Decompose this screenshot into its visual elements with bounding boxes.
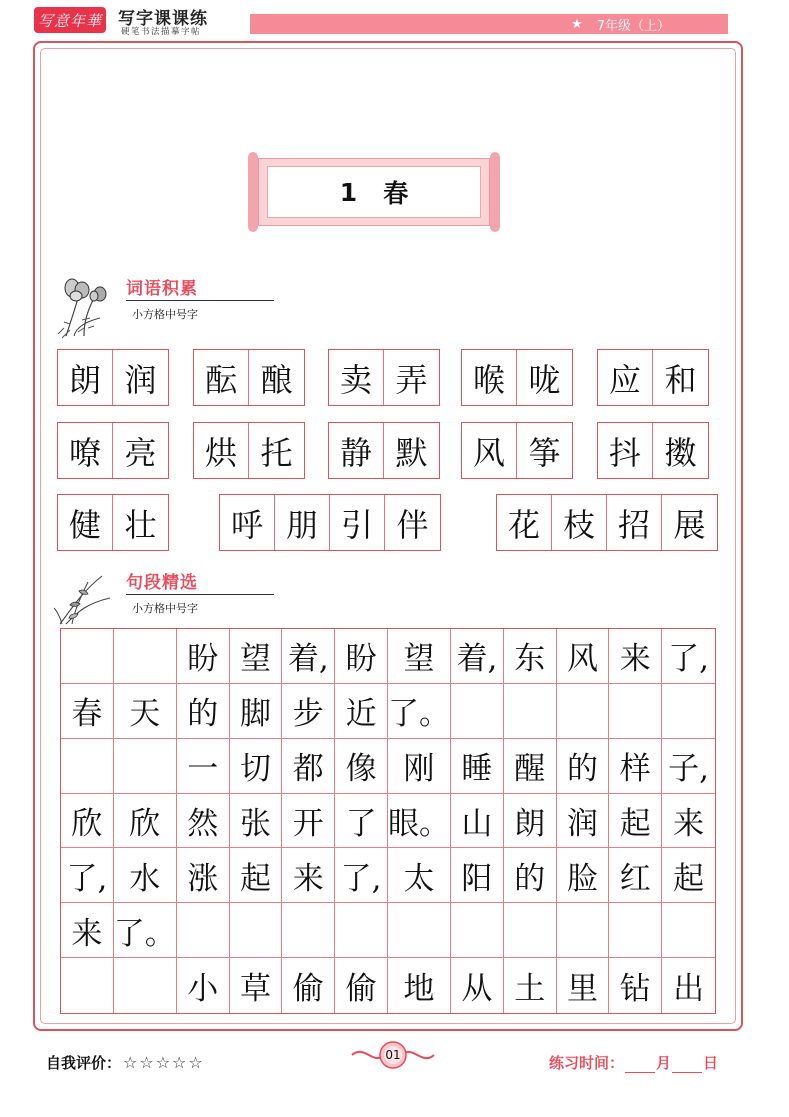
grid-cell: 的: [504, 848, 557, 903]
grid-cell: 脸: [557, 848, 610, 903]
word-group: [597, 349, 709, 406]
word-char: 抖: [598, 423, 653, 478]
lesson-title-scroll: [248, 152, 500, 232]
grid-cell: 一: [177, 739, 230, 794]
grid-cell: [609, 903, 662, 958]
grid-cell: 朗: [504, 794, 557, 849]
grid-cell: 脚: [230, 684, 283, 739]
grid-cell: [61, 958, 114, 1013]
star-icon: ★: [571, 16, 583, 32]
word-char: 默: [395, 433, 428, 472]
grid-cell: 起: [662, 848, 715, 903]
word-char: 亮: [124, 433, 157, 472]
grid-cell: 了,: [61, 848, 114, 903]
grid-cell: [114, 739, 177, 794]
grid-cell: 的: [557, 739, 610, 794]
book-title: 写字课课练: [118, 9, 208, 29]
grid-cell: 来: [609, 629, 662, 684]
grid-cell: 了,: [335, 848, 388, 903]
grid-cell: [282, 903, 335, 958]
word-char: 朋: [275, 495, 330, 550]
word-char: 卖: [329, 350, 384, 405]
rating-stars[interactable]: ☆☆☆☆☆: [123, 1053, 205, 1072]
grid-cell: [504, 684, 557, 739]
word-group: [328, 349, 440, 406]
grade-banner: [250, 14, 728, 34]
word-char: 筝: [528, 433, 561, 472]
grid-cell: 风: [557, 629, 610, 684]
word-char: 静: [329, 423, 384, 478]
lesson-name: 春: [383, 179, 409, 208]
practice-time: [549, 1052, 718, 1073]
grid-cell: 草: [230, 958, 283, 1013]
lesson-title: [267, 166, 481, 218]
section-note: 小方格中号字: [132, 308, 198, 321]
word-char: 酿: [260, 360, 293, 399]
word-char: 擞: [664, 433, 697, 472]
page-number: 01: [385, 1048, 401, 1062]
self-eval-label: 自我评价：: [46, 1054, 122, 1072]
scroll-rod-left: [248, 152, 258, 232]
word-char: 托: [260, 433, 293, 472]
grid-cell: [114, 958, 177, 1013]
word-char: 引: [330, 495, 385, 550]
grid-cell: 钻: [609, 958, 662, 1013]
word-char: 壮: [124, 505, 157, 544]
grid-cell: 醒: [504, 739, 557, 794]
word-char: 和: [664, 360, 697, 399]
grid-cell: 了: [335, 794, 388, 849]
word-group: [57, 422, 169, 479]
grid-cell: 偷: [335, 958, 388, 1013]
grid-cell: 着,: [282, 629, 335, 684]
grid-cell: 东: [504, 629, 557, 684]
grade-label: 7年级（上）: [596, 18, 670, 34]
page-number-badge: [350, 1040, 436, 1070]
word-group: [219, 494, 441, 551]
word-char: 应: [598, 350, 653, 405]
grid-cell: 天: [114, 684, 177, 739]
word-char: 润: [124, 360, 157, 399]
word-char: 招: [607, 495, 662, 550]
word-char: 伴: [396, 505, 429, 544]
grid-cell: 像: [335, 739, 388, 794]
word-char: 展: [673, 505, 706, 544]
month-blank[interactable]: [625, 1059, 655, 1073]
grid-cell: 水: [114, 848, 177, 903]
grid-cell: 偷: [282, 958, 335, 1013]
grid-cell: 出: [673, 971, 705, 1008]
grid-cell: 子,: [662, 739, 715, 794]
word-char: 咙: [528, 360, 561, 399]
grid-cell: 土: [504, 958, 557, 1013]
grid-cell: 润: [557, 794, 610, 849]
word-group: [496, 494, 718, 551]
sentences-heading: [54, 568, 294, 618]
grid-cell: 步: [282, 684, 335, 739]
section-note: 小方格中号字: [132, 602, 198, 615]
section-divider: [126, 300, 274, 301]
word-group: [57, 349, 169, 406]
grid-cell: 着,: [451, 629, 504, 684]
grid-cell: 阳: [451, 848, 504, 903]
grid-cell: [61, 629, 114, 684]
grid-cell: 近: [335, 684, 388, 739]
grid-cell: 了,: [662, 629, 715, 684]
grid-cell: 望: [230, 629, 283, 684]
word-char: 嘹: [58, 423, 113, 478]
grid-cell: [61, 739, 114, 794]
grid-cell: 春: [61, 684, 114, 739]
word-char: 喉: [462, 350, 517, 405]
grid-cell: 来: [282, 848, 335, 903]
word-group: [328, 422, 440, 479]
grid-cell: 刚: [388, 739, 451, 794]
section-title: 句段精选: [126, 573, 198, 593]
section-title: 词语积累: [126, 279, 198, 299]
grid-cell: [662, 684, 715, 739]
grid-cell: 样: [609, 739, 662, 794]
grid-cell: 来: [662, 794, 715, 849]
grid-cell: 涨: [177, 848, 230, 903]
grid-cell: [609, 684, 662, 739]
word-char: 健: [58, 495, 113, 550]
word-char: 呼: [220, 495, 275, 550]
day-label: 日: [703, 1054, 719, 1072]
month-label: 月: [656, 1054, 672, 1072]
flower-icon: [54, 274, 114, 340]
vocabulary-heading: [54, 274, 294, 324]
word-group: [461, 422, 573, 479]
book-subtitle: 硬笔书法描摹字帖: [121, 27, 202, 37]
grid-cell: 都: [282, 739, 335, 794]
grid-cell: 望: [388, 629, 451, 684]
grid-cell: 盼: [177, 629, 230, 684]
grid-cell: 眼。: [388, 794, 451, 849]
grid-cell: 睡: [451, 739, 504, 794]
grid-cell: [388, 903, 451, 958]
grid-cell: 太: [388, 848, 451, 903]
grid-cell: 了。: [388, 684, 451, 739]
grid-cell: [662, 903, 715, 958]
word-char: 枝: [552, 495, 607, 550]
section-divider: [126, 594, 274, 595]
grid-cell: 小: [177, 958, 230, 1013]
grid-cell: 切: [230, 739, 283, 794]
scroll-rod-right: [490, 152, 500, 232]
grid-cell: [335, 903, 388, 958]
word-char: 朗: [58, 350, 113, 405]
word-char: 风: [462, 423, 517, 478]
orchid-icon: [54, 568, 114, 628]
grid-cell: 盼: [335, 629, 388, 684]
grid-cell: 山: [451, 794, 504, 849]
grid-cell: [177, 903, 230, 958]
word-char: 烘: [194, 423, 249, 478]
grid-cell: 地: [388, 958, 451, 1013]
grid-cell: [451, 684, 504, 739]
sentence-grid: [60, 628, 716, 1014]
grid-cell: 欣: [61, 794, 114, 849]
grid-cell: [557, 903, 610, 958]
word-char: 花: [497, 495, 552, 550]
grid-cell: 从: [451, 958, 504, 1013]
practice-time-label: 练习时间：: [549, 1054, 625, 1072]
grid-cell: [504, 903, 557, 958]
grid-cell: 起: [609, 794, 662, 849]
word-char: 酝: [194, 350, 249, 405]
word-group: [193, 422, 305, 479]
word-group: [461, 349, 573, 406]
brand-logo: 写意年華: [34, 7, 106, 33]
grid-cell: 里: [557, 958, 610, 1013]
grid-cell: [114, 629, 177, 684]
grid-cell: [557, 684, 610, 739]
grid-cell: 的: [177, 684, 230, 739]
grid-cell: 开: [282, 794, 335, 849]
grid-cell: 然: [177, 794, 230, 849]
word-group: [57, 494, 169, 551]
scroll-paper: [258, 158, 490, 226]
grid-cell: 来: [61, 903, 114, 958]
grid-cell: [451, 903, 504, 958]
grid-cell: 了。: [114, 903, 177, 958]
grid-cell: 欣: [114, 794, 177, 849]
day-blank[interactable]: [672, 1059, 702, 1073]
grid-cell: 张: [230, 794, 283, 849]
word-group: [597, 422, 709, 479]
word-char: 弄: [395, 360, 428, 399]
grid-cell: 红: [609, 848, 662, 903]
grid-cell: [230, 903, 283, 958]
grid-cell: 起: [230, 848, 283, 903]
self-evaluation: [46, 1052, 205, 1073]
word-group: [193, 349, 305, 406]
lesson-number: 1: [339, 177, 358, 207]
